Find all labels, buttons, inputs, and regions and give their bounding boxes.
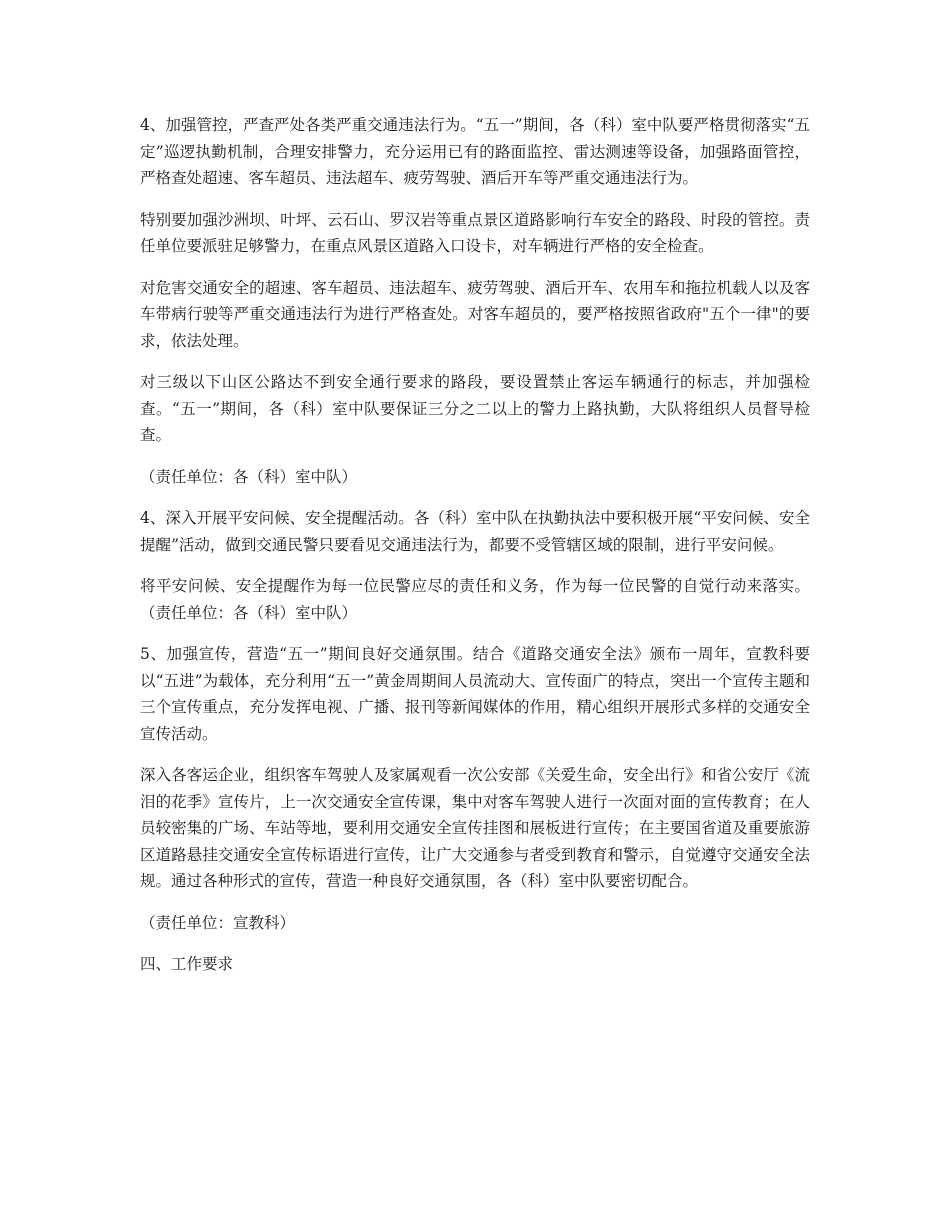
paragraph-duty: 将平安问候、安全提醒作为每一位民警应尽的责任和义务，作为每一位民警的自觉行动来落实。（责任单位：各（科）室中队） — [140, 577, 810, 622]
section-heading-requirements: 四、工作要求 — [140, 955, 234, 973]
paragraph-scenic-areas: 特别要加强沙洲坝、叶坪、云石山、罗汉岩等重点景区道路影响行车安全的路段、时段的管控。责任单位要派驻足够警力，在重点风景区道路入口设卡，对车辆进行严格的安全检查。 — [140, 210, 810, 255]
paragraph-publicity: 5、加强宣传，营造“五一”期间良好交通氛围。结合《道路交通安全法》颁布一周年，宣教科要以“五进”为载体，充分利用“五一”黄金周期间人员流动大、宣传面广的特点，突出一个宣传主题和三个宣传重点，充分发挥电视、广播、报刊等新闻媒体的作用，精心组织开展形式多样的交通安全宣传活动。 — [140, 645, 810, 743]
responsibility-note-2: （责任单位：宣教科） — [140, 913, 296, 932]
document-body — [140, 112, 810, 993]
responsibility-note-1: （责任单位：各（科）室中队） — [140, 467, 358, 486]
paragraph-safety-greetings: 4、深入开展平安问候、安全提醒活动。各（科）室中队在执勤执法中要积极开展“平安问候、安全提醒”活动，做到交通民警只要看见交通违法行为，都要不受管辖区域的限制，进行平安问候。 — [140, 509, 810, 554]
paragraph-mountain-roads: 对三级以下山区公路达不到安全通行要求的路段，要设置禁止客运车辆通行的标志，并加强检查。“五一”期间，各（科）室中队要保证三分之二以上的警力上路执勤，大队将组织人员督导检查。 — [140, 373, 810, 444]
paragraph-outreach: 深入各客运企业，组织客车驾驶人及家属观看一次公安部《关爱生命，安全出行》和省公安厅《流泪的花季》宣传片，上一次交通安全宣传课，集中对客车驾驶人进行一次面对面的宣传教育；在人员较密集的广场、车站等地，要利用交通安全宣传挂图和展板进行宣传；在主要国省道及重要旅游区道路悬挂交通安全宣传标语进行宣传，让广大交通参与者受到教育和警示，自觉遵守交通安全法规。通过各种形式的宣传，营造一种良好交通氛围，各（科）室中队要密切配合。 — [140, 766, 810, 890]
paragraph-violations: 对危害交通安全的超速、客车超员、违法超车、疲劳驾驶、酒后开车、农用车和拖拉机载人以及客车带病行驶等严重交通违法行为进行严格查处。对客车超员的，要严格按照省政府"五个一律"的要求，依法处理。 — [140, 278, 810, 350]
paragraph-enforcement: 4、加强管控，严查严处各类严重交通违法行为。“五一”期间，各（科）室中队要严格贯彻落实“五定”巡逻执勤机制，合理安排警力，充分运用已有的路面监控、雷达测速等设备，加强路面管控，严格查处超速、客车超员、违法超车、疲劳驾驶、酒后开车等严重交通违法行为。 — [140, 116, 810, 187]
